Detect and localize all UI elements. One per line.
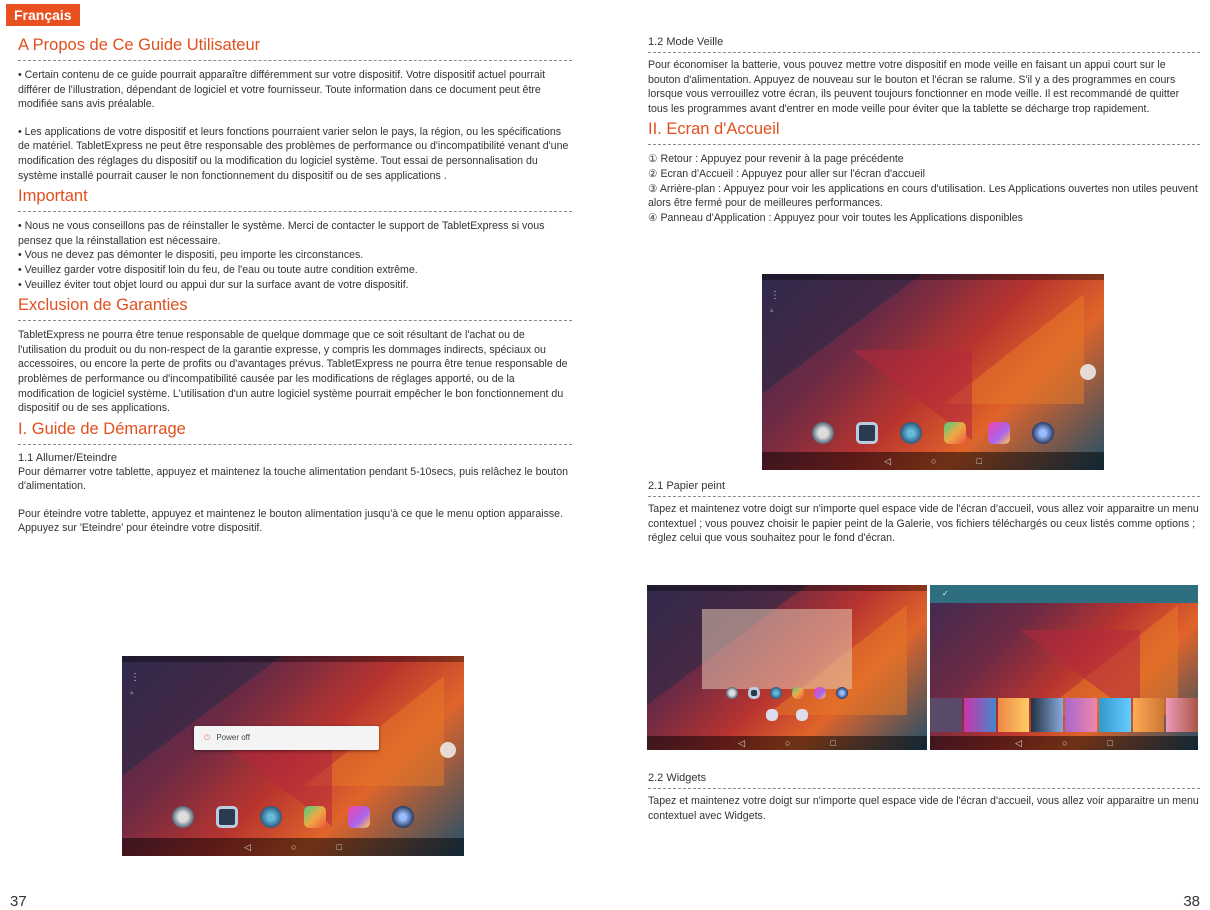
wallpaper-paragraph: Tapez et maintenez votre doigt sur n'importe quel espace vide de l'écran d'accueil, vous allez voir apparaitre un menu contextuel ; vous pouvez choisir le papier peint de la Galerie, vos fichiers téléchargés ou ceux listés comme options ; réglez celui que vous souhaitez pour le fond d'écran.: [648, 503, 1199, 545]
wallpaper-thumbnail: [1099, 698, 1131, 732]
widgets-paragraph: Tapez et maintenez votre doigt sur n'importe quel espace vide de l'écran d'accueil, vous allez voir apparaitre un menu contextuel avec Widgets.: [648, 795, 1199, 822]
settings-app-icon: [812, 422, 834, 444]
menu-options: [647, 709, 927, 721]
browser-app-icon: [900, 422, 922, 444]
back-icon: ◁: [884, 455, 892, 466]
left-column: [18, 36, 572, 536]
music-app-icon: [1032, 422, 1054, 444]
recents-icon: □: [1107, 738, 1113, 748]
wallpaper-picker-screenshot: [930, 585, 1198, 750]
home-icon: ○: [291, 842, 297, 852]
context-menu: [702, 609, 852, 689]
right-column: [648, 36, 1200, 225]
app-dock: [122, 806, 464, 828]
about-paragraph-2: • Les applications de votre dispositif et leurs fonctions pourraient varier selon le pays, la région, ou les spécifications de matériel. TabletExpress ne peut être responsable des problèmes de performance ou d'incompatibilité venant d'une modification des réglages du dispositif ou la modification du logiciel système. Tout essai de personnalisation du système installé pourrait causer le non fonctionnement du dispositif ou de ses applications .: [18, 125, 569, 182]
sleep-paragraph: Pour économiser la batterie, vous pouvez mettre votre dispositif en mode veille en faisant un appui court sur le bouton d'alimentation. Appuyez de nouveau sur le bouton et l'écran se ralume. S'il y a des programmes en cours lorsque vous verrouillez votre écran, ils peuvent toujours fonctionner en mode veille. Il est recommandé de quitter tous les programmes avant d'entrer en mode veille pour éviter que la tablette se décharge trop rapidement.: [648, 59, 1180, 115]
wallpaper-block: [648, 480, 1200, 546]
subsection-title-widgets: 2.2 Widgets: [648, 772, 1200, 789]
home-icon: ○: [931, 456, 937, 466]
section-title-guide: I. Guide de Démarrage: [18, 420, 572, 445]
recents-icon: □: [830, 738, 836, 748]
right-page: [605, 0, 1210, 910]
navigation-bar: [647, 736, 927, 750]
wallpaper-thumbnail: [1133, 698, 1165, 732]
exclusion-paragraph: TabletExpress ne pourra être tenue responsable de quelque dommage que ce soit résultant de l'achat ou de l'utilisation du produit ou du non-respect de la garantie expresse, y compris les dommages indirects, spéciaux ou accessoires, ou encore la perte de profits ou d'avantages prévus. TabletExpress ne pourra être tenue responsable de problèmes de performance ou d'incompatibilité causée par les modifications de réglages apporté, ou de la modification de logiciel système. L'utilisation d'un autre logiciel système pourrait empêcher le bon fonctionnement du dispositif ou de ses applications.: [18, 329, 568, 415]
gallery-app-icon: [348, 806, 370, 828]
widgets-block: [648, 772, 1200, 823]
app-drawer-icon: [440, 742, 456, 758]
section-title-about: A Propos de Ce Guide Utilisateur: [18, 36, 572, 61]
settings-app-icon: [726, 687, 738, 699]
navigation-bar: [122, 838, 464, 856]
app-dock: [647, 687, 927, 699]
wallpaper-thumbnails: [930, 698, 1198, 732]
home-screen-screenshot: [762, 274, 1104, 470]
subsection-title-wallpaper: 2.1 Papier peint: [648, 480, 1200, 497]
app-drawer-icon: [1080, 364, 1096, 380]
page-number-left: 37: [10, 893, 27, 910]
camera-app-icon: [856, 422, 878, 444]
section-title-home: II. Ecran d'Accueil: [648, 120, 1200, 145]
play-store-app-icon: [792, 687, 804, 699]
status-icons: ⋮ ◦: [130, 672, 140, 699]
important-paragraph: • Nous ne vous conseillons pas de réinstaller le système. Merci de contacter le support de TabletExpress si vous pensez que la réinstallation est nécessaire. • Vous ne devez pas démonter le dispositi, peu importe les circonstances. • Veuillez garder votre dispositif loin du feu, de l'eau ou toute autre condition extrême. • Veuillez éviter tout objet lourd ou appui dur sur la surface avant de votre dispositif.: [18, 220, 545, 291]
music-app-icon: [836, 687, 848, 699]
wallpaper-thumbnail: [1065, 698, 1097, 732]
wallpaper-thumbnail: [964, 698, 996, 732]
recents-icon: □: [336, 842, 342, 852]
gallery-app-icon: [814, 687, 826, 699]
back-icon: ◁: [1015, 737, 1023, 748]
wallpaper-thumbnail: [930, 698, 962, 732]
subsection-title-power: 1.1 Allumer/Eteindre: [18, 451, 118, 464]
back-icon: ◁: [244, 841, 252, 852]
recents-icon: □: [976, 456, 982, 466]
home-icon: ○: [785, 738, 791, 748]
wallpaper-thumbnail: [1031, 698, 1063, 732]
home-item-4: ④ Panneau d'Application : Appuyez pour voir toutes les Applications disponibles: [648, 211, 1023, 224]
page-number-right: 38: [1183, 893, 1200, 910]
gallery-app-icon: [988, 422, 1010, 444]
navigation-bar: [930, 736, 1198, 750]
camera-app-icon: [216, 806, 238, 828]
language-tab: Français: [6, 4, 80, 26]
home-item-2: ② Ecran d'Accueil : Appuyez pour aller sur l'écran d'accueil: [648, 167, 926, 180]
browser-app-icon: [260, 806, 282, 828]
wallpaper-thumbnail: [998, 698, 1030, 732]
status-icons: ⋮ ◦: [770, 290, 780, 317]
guide-paragraph-2: Pour éteindre votre tablette, appuyez et maintenez le bouton alimentation jusqu'à ce que le menu option apparaisse. Appuyez sur 'Eteindre' pour éteindre votre dispositif.: [18, 507, 564, 535]
power-off-dialog: [194, 726, 379, 750]
home-item-1: ① Retour : Appuyez pour revenir à la page précédente: [648, 153, 904, 166]
about-paragraph-1: • Certain contenu de ce guide pourrait apparaître différemment sur votre dispositif. Votre dispositif actuel pourrait différer de l'illustration, dépendant de logiciel et votre fournisseur. Toute information dans ce document peut être modifiée sans avis préalable.: [18, 69, 546, 111]
settings-app-icon: [172, 806, 194, 828]
play-store-app-icon: [944, 422, 966, 444]
camera-app-icon: [748, 687, 760, 699]
browser-app-icon: [770, 687, 782, 699]
context-menu-screenshot: [647, 585, 927, 750]
power-icon: ⏻: [204, 733, 211, 742]
app-dock: [762, 422, 1104, 444]
home-item-3: ③ Arrière-plan : Appuyez pour voir les applications en cours d'utilisation. Les Applications ouvertes non utiles peuvent alors être fermé pour de meilleures performances.: [648, 182, 1198, 210]
home-icon: ○: [1062, 738, 1068, 748]
guide-paragraph-1: Pour démarrer votre tablette, appuyez et maintenez la touche alimentation pendant 5-10secs, puis relâchez le bouton d'alimentation.: [18, 465, 569, 493]
wallpapers-option-icon: [766, 709, 778, 721]
play-store-app-icon: [304, 806, 326, 828]
section-title-exclusion: Exclusion de Garanties: [18, 296, 572, 321]
power-off-screenshot: [122, 656, 464, 856]
wallpaper-thumbnail: [1166, 698, 1198, 732]
section-title-important: Important: [18, 187, 572, 212]
back-icon: ◁: [738, 737, 746, 748]
navigation-bar: [762, 452, 1104, 470]
music-app-icon: [392, 806, 414, 828]
widgets-option-icon: [796, 709, 808, 721]
power-off-label: Power off: [216, 733, 250, 742]
subsection-title-sleep: 1.2 Mode Veille: [648, 36, 1200, 53]
wallpaper-picker-bar: ✓: [930, 585, 1198, 603]
